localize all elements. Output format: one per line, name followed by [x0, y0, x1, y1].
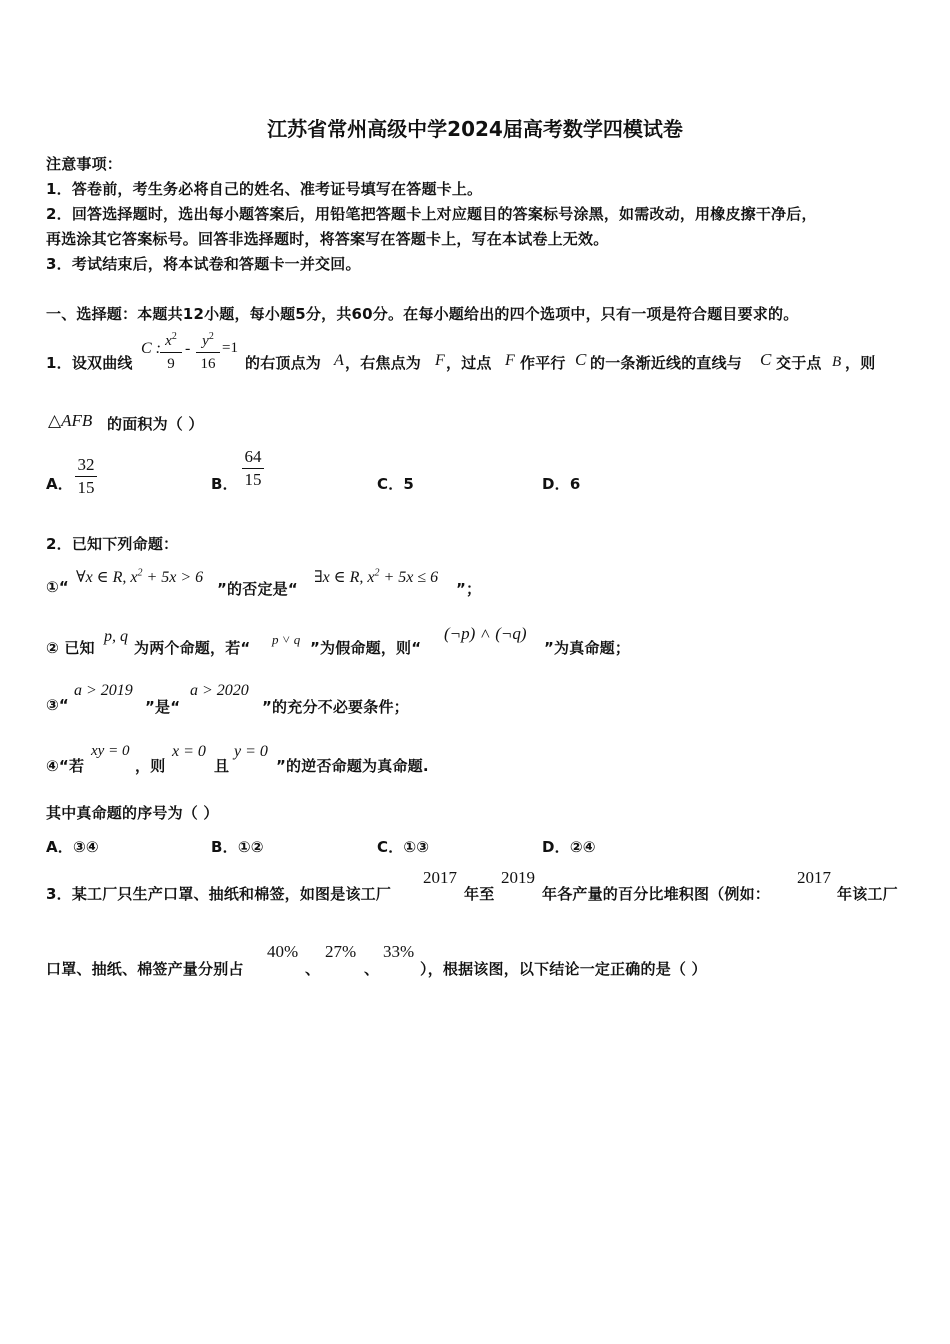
notice-item-1: 1．答卷前，考生务必将自己的姓名、准考证号填写在答题卡上。 [46, 180, 483, 198]
section-1-heading: 一、选择题：本题共12小题，每小题5分，共60分。在每小题给出的四个选项中，只有一项是符合题目要求的。 [46, 305, 799, 323]
q3-text-6: ），根据该图，以下结论一定正确的是（ ） [420, 960, 707, 978]
notice-item-2a: 2．回答选择题时，选出每小题答案后，用铅笔把答题卡上对应题目的答案标号涂黑，如需改动，用橡皮擦干净后， [46, 205, 817, 223]
q3-sep-1: 、 [305, 960, 321, 978]
q2-p4-expr1: xy = 0 [91, 743, 130, 759]
q1-text-3: ，过点 [446, 354, 492, 372]
q1-eq-minus: - [185, 340, 191, 357]
notice-item-2b: 再选涂其它答案标号。回答非选择题时，将答案写在答题卡上，写在本试卷上无效。 [46, 230, 609, 248]
q3-sep-2: 、 [364, 960, 380, 978]
q2-p4-a: ④“若 [46, 757, 85, 775]
q2-p4-expr3: y = 0 [234, 743, 268, 760]
q3-text-3: 年各产量的百分比堆积图（例如： [542, 885, 771, 903]
q3-year-1: 2017 [423, 868, 457, 887]
q2-p1-c: ”； [456, 580, 482, 598]
q3-year-3: 2017 [797, 868, 831, 887]
q1-eq-16: 16 [200, 356, 216, 372]
q2-p3-b: ”是“ [145, 698, 181, 716]
notice-heading: 注意事项： [46, 155, 123, 173]
q2-option-c: C．①③ [377, 838, 430, 856]
q2-p1-expr1: ∀x ∈ R, $x^2 + 5x > 6$ [76, 567, 204, 586]
q2-p2-pq: p, q [104, 628, 128, 645]
q2-p2-c: ”为假命题，则“ [310, 639, 422, 657]
q3-percent-1: 40% [267, 942, 299, 961]
notice-item-3: 3．考试结束后，将本试卷和答题卡一并交回。 [46, 255, 361, 273]
q2-p3-a: ③“ [46, 696, 69, 714]
page-title: 江苏省常州高级中学2024届高考数学四模试卷 [267, 117, 683, 141]
q1-prefix: 1．设双曲线 [46, 354, 133, 372]
q1-text-4: 作平行 [520, 354, 566, 372]
q3-percent-3: 33% [383, 942, 415, 961]
q1-option-b-label: B． [211, 475, 238, 493]
q1-point-f2: F [505, 352, 515, 369]
q2-p3-expr2: a > 2020 [190, 682, 249, 699]
q1-curve-c: C [575, 350, 587, 369]
q1-option-a-label: A． [46, 475, 74, 493]
q2-p4-c: 且 [214, 757, 230, 775]
q1-eq-9: 9 [167, 356, 175, 372]
q2-p4-expr2: x = 0 [172, 743, 206, 760]
q3-text-2: 年至 [464, 885, 495, 903]
q1-text-8: 的面积为（ ） [107, 415, 204, 433]
q2-option-b: B．①② [211, 838, 264, 856]
q3-text-5: 口罩、抽纸、棉签产量分别占 [46, 960, 244, 978]
q1-option-a-frac [75, 455, 97, 498]
q2-p2-a: ② 已知 [46, 639, 95, 657]
q1-triangle: △AFB [48, 411, 93, 430]
q1-option-a-num: 32 [77, 455, 95, 474]
q2-p2-expr1: p ˅ q [272, 632, 301, 647]
q2-ask: 其中真命题的序号为（ ） [46, 804, 219, 822]
q2-stem: 2．已知下列命题： [46, 535, 179, 553]
q2-p2-expr2: (¬p) ˄ (¬q) [444, 624, 527, 643]
q2-p2-b: 为两个命题，若“ [134, 639, 251, 657]
q1-option-b-frac [242, 447, 264, 490]
q3-percent-2: 27% [325, 942, 357, 961]
q1-option-d: D．6 [542, 475, 581, 493]
q2-p3-c: ”的充分不必要条件； [262, 698, 409, 716]
q1-option-b-den: 15 [244, 470, 262, 489]
q1-curve-c2: C [760, 350, 772, 369]
q1-eq-one: =1 [222, 340, 238, 356]
q1-option-a-den: 15 [77, 478, 95, 497]
q2-p3-expr1: a > 2019 [74, 682, 133, 699]
q1-option-c: C．5 [377, 475, 415, 493]
q1-option-b-num: 64 [244, 447, 262, 466]
q3-text-1: 3．某工厂只生产口罩、抽纸和棉签，如图是该工厂 [46, 885, 392, 903]
q1-text-2: ，右焦点为 [345, 354, 422, 372]
q2-p1-a: ①“ [46, 578, 69, 596]
q1-point-b: B [832, 354, 842, 370]
q3-year-2: 2019 [501, 868, 535, 887]
q2-option-d: D．②④ [542, 838, 596, 856]
q2-p2-d: ”为真命题； [544, 639, 631, 657]
q1-text-5: 的一条渐近线的直线与 [590, 354, 743, 372]
q1-eq-x: x [165, 333, 172, 349]
q2-p1-b: ”的否定是“ [217, 580, 298, 598]
q1-text-6: 交于点 [776, 354, 822, 372]
q3-text-4: 年该工厂 [837, 885, 898, 903]
q1-text-1: 的右顶点为 [245, 354, 322, 372]
q1-point-a: A [334, 352, 344, 369]
q1-text-7: ，则 [845, 354, 876, 372]
q1-point-f: F [435, 352, 445, 369]
q2-p4-b: ，则 [135, 757, 166, 775]
q1-eq-frac-x: $x^2$ 9 [160, 327, 182, 374]
q1-eq-c: C : [141, 340, 161, 357]
q2-p4-d: ”的逆否命题为真命题. [276, 757, 429, 775]
q2-option-a: A．③④ [46, 838, 99, 856]
q1-eq-frac-y: $y^2$ 16 [196, 327, 220, 374]
q1-eq-y: y [202, 333, 209, 349]
q2-p1-expr2: ∃x ∈ R, $x^2 + 5x \le 6$ [314, 567, 439, 586]
